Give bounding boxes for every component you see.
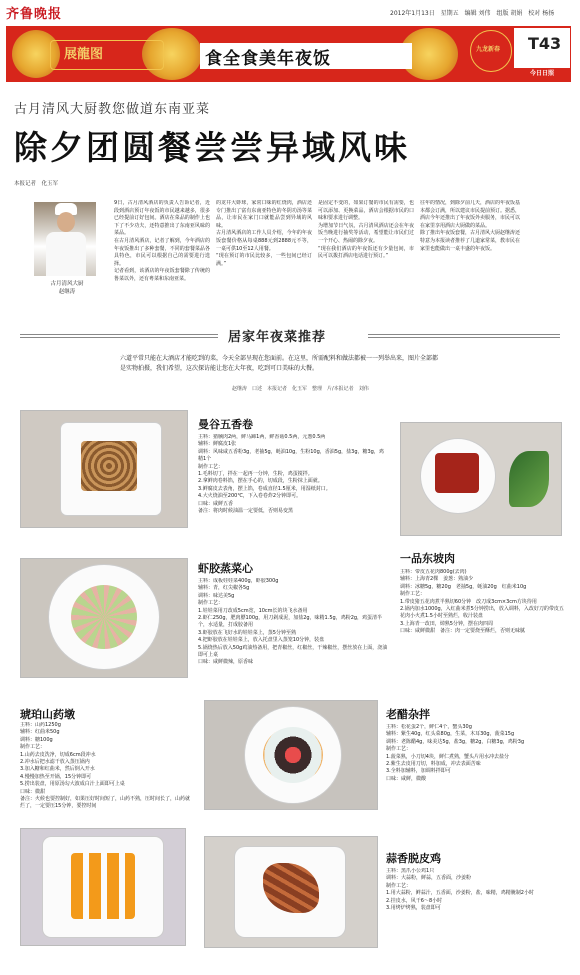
amber-yam-pieces (71, 853, 135, 919)
issue-proof: 校对 杨扬 (528, 10, 555, 17)
page-number: T43 (528, 34, 562, 53)
dish-title-laocu: 老醋杂拌 (386, 708, 430, 721)
article-col-1: 9日，古月清风酒店的负责人告诉记者，近段到酒店预订年夜饭的市民越来越多，很多已经提前订好包间。酒店在菜品的制作上也下了不少功夫，还特意推出了东南亚风味的菜品。 在古月清风酒店，记者了解到，今年酒店的年夜饭推出了多种套餐，不同的套餐菜品各具特色，市民可以根据自己的需要进行选择。 记者看到，该酒店的年夜饭套餐除了传统的鲁菜以外，还有粤菜和东南亚菜。 (114, 200, 210, 282)
chef-caption-line1: 古月清风大厨 (50, 281, 84, 287)
zhanlong-logo: 展龍图 (64, 47, 104, 62)
dish-title-xiajiao: 虾胶蒸菜心 (198, 562, 253, 575)
newspaper-brand: 齐鲁晚报 (6, 7, 63, 22)
dish-title-dongpo: 一品东坡肉 (400, 552, 455, 565)
banner-title: 食全食美年夜饭 (205, 49, 331, 69)
dongpo-pork (435, 453, 479, 493)
article-kicker: 古月清风大厨教您做道东南亚菜 (14, 102, 211, 117)
dish-photo-hupo (20, 828, 186, 946)
chef-caption-line2: 赵继涛 (58, 289, 76, 295)
dish-photo-manggu (20, 410, 188, 528)
article-col-3: 是固定不变的，如果订餐的市民有需要，也可以添加、更换菜品，酒店会根据市民的口味和要求进行调整。 为增加节日气氛，古月清风酒店还会在年夜饭当晚进行抽奖等活动，希望能让市民们过一个开心、热闹的除夕夜。 “现在我们酒店的年夜饭还有少量包间，市民可以拨打酒店电话进行预订。” (318, 200, 414, 260)
issue-weekday: 星期五 (440, 10, 459, 17)
article-byline: 本报记者 化玉军 (14, 181, 59, 187)
dish-title-suanxiang: 蒜香脱皮鸡 (386, 852, 441, 865)
issue-designer: 组版 胡娟 (496, 10, 523, 17)
dish-recipe-suanxiang: 主料：黑爪小公鸡1只 调料：大蒜粉，鲜蒜，五香面，沙姜粉 制作工艺： 1.用大蒜粉，鲜蒜汁，五香面，沙姜粉，盐，味精，鸡精腌制2小时 2.挂皮水，风干6～8小时 3.用烤炉烤熟，装盘即可 (386, 868, 534, 912)
section-intro-credit: 赵继涛 口述 本报记者 化玉军 整理 片/本报记者 刘伟 (232, 386, 369, 392)
section-intro: 六道平常只能在大酒店才能吃到的菜，今天全部呈现在您面前。在这里，所需配料和做法都被一一列举出来，图片全部都是实物拍摄，我们希望，这次探访能让您在大年夜，吃到可口美味的大餐。 (120, 355, 439, 372)
dish-recipe-dongpo: 主料：带皮五花肉800g(去肉) 辅料：上海青2棵 姜葱：熟油少 调料：冰糖5g，糖20g 老抽5g，蚝油20g 红曲米10g 制作工艺： 1.带皮猪五花肉煮半熟切60分钟 改刀成3cm×3cm方块待用 2.锅内加水1000g，入红曲米煮5分钟捞出，放入调料，入改好刀的带皮五花肉小火煮1.5小时至熟烂，收汁装盘 3.上海青一改田，焯熟5分钟，摆在肉四周 口味：咸鲜微甜 备注：肉一定要烧至酥烂，否则无味腻 (400, 569, 564, 635)
five-spice-rolls (81, 441, 137, 491)
dish-recipe-hupo: 主料：山药1250g 辅料：红曲米50g 调料：糖100g 制作工艺： 1.山药去皮洗净，切成6cm段冲水 2.冲水后把水滤干放入蒸压锅内 3.加入糖和红曲米，然后倒入开水 4.慢慢加热至开锅，15分钟即可 5.捞出装盘，用原汤勾大波成白汁上面即可上桌 口味：微甜 备注：火候也要控制好，如果压好时间短了，山药不熟，压时间长了，山药就烂了，一定要压15分钟，要控时间 (20, 722, 190, 810)
dish-title-manggu: 曼谷五香卷 (198, 418, 253, 431)
chef-uniform (46, 232, 86, 276)
dish-recipe-xiajiao: 主料：成板娃娃菜400g，虾胶300g 辅料：青，红尖椒各5g 调料：味达美5g 制作工艺： 1.娃娃菜用刀改成5cm宽，10cm长的块飞水备用 2.虾仁250g，肥肉膘100g，用刀剁成泥，加盐2g，味精1.5g，鸡粉2g，鸡蛋清半个，水适量，打成胶备用 3.虾胶放在飞好水的娃娃菜上，蒸5分钟至熟 4.把虾胶放在娃娃菜上，放入托盘里入蒸笼10分钟，装盘 5.锅烧热后放入50g鸡油热备用，把青椒丝，红椒丝，干辣椒丝，摆丝放在上面，浇油即可上桌 口味：咸鲜微辣，原香味 (198, 578, 388, 666)
dish-photo-suanxiang (204, 836, 378, 948)
issue-meta (390, 8, 558, 17)
chef-caption (32, 280, 102, 296)
shrimp-cabbage (71, 585, 137, 649)
chef-head (57, 212, 75, 232)
article-col-2: 的龙井大虾球，家常口味的红烧肉，酒店还专门推出了富有东南亚特色的冬阴功汤等菜品，让市民在家门口就能品尝到异域的风味。 古月清风酒店的工作人员介绍，今年的年夜饭套餐价格从每桌888元到2888元不等，一桌可供10至12人用餐。 “现在预订的市民比较多，一些包间已经订满。” (216, 200, 312, 267)
dish-photo-dongpo (400, 422, 562, 536)
section-title: 居家年夜菜推荐 (228, 330, 327, 345)
dish-recipe-laocu: 主料：松花蛋2个，鲜仁4个，蟹头30g 辅料：紫生40g，红头菜80g，生菜，木耳30g，菠菜15g 调料：老陈醋4g，味美达5g，盐3g，糖2g，白糖3g，鸡粉3g 制作工艺： 1.菠菜熟，小刀切4块，鲜仁煮熟，蟹头片用水冲去盐分 2.紫生去皮用刀切，料加成，冲去表面苦味 3.全料加辅料，加调料拌即可 口味：咸鲜，微酸 (386, 724, 525, 782)
issue-date: 2012年1月13日 (390, 10, 435, 17)
mixed-salad (263, 727, 323, 783)
article-headline: 除夕团圆餐尝尝异域风味 (14, 128, 410, 167)
dish-photo-laocu (204, 700, 378, 810)
issue-editor: 编辑 刘伟 (464, 10, 491, 17)
garnish-leaves (509, 451, 549, 507)
dish-title-hupo: 琥珀山药墩 (20, 708, 75, 721)
new-year-seal-text: 九龙新春 (476, 46, 501, 53)
section-tag: 今日日照 (514, 68, 570, 80)
dish-photo-xiajiao (20, 558, 188, 678)
article-col-4: 往年的情况，到除夕前几天，酒店的年夜饭基本都会订满，所以建议市民提前预订。据悉，酒店今年还推出了年夜饭外卖服务，市民可以在家里享用酒店大厨做的菜品。 除了推出年夜饭套餐，古月清风大厨赵继涛还特意为本报读者推荐了几道家常菜，教市民在家里也能做出一桌丰盛的年夜饭。 (420, 200, 520, 252)
dish-recipe-manggu: 主料：猪腩肉2两，鲜马蹄1两，鲜香菇0.5两，元葱0.5两 辅料：鲜腐皮1张 调料：风味咸五香粉3g，老抽5g，蚝油10g，生粉10g，香油5g，盐3g，糖3g，鸡精1个 制作工艺： 1.毛料切丁，拌在一起再一分钟，生粉，鸡蛋搅拌。 2.拿鲜肉卷料馅，摆在手心的，切成段，生粉抹上面就。 3.鲜腐皮去表角，摆上馅，卷成直径1.5厘米，用湿纸封口。 4.大火烧油至200℃，下入卷卷炸2分钟即可。 口味：咸鲜五香 备注：将肉时候油温一定要低，否则易变黑 (198, 434, 384, 515)
